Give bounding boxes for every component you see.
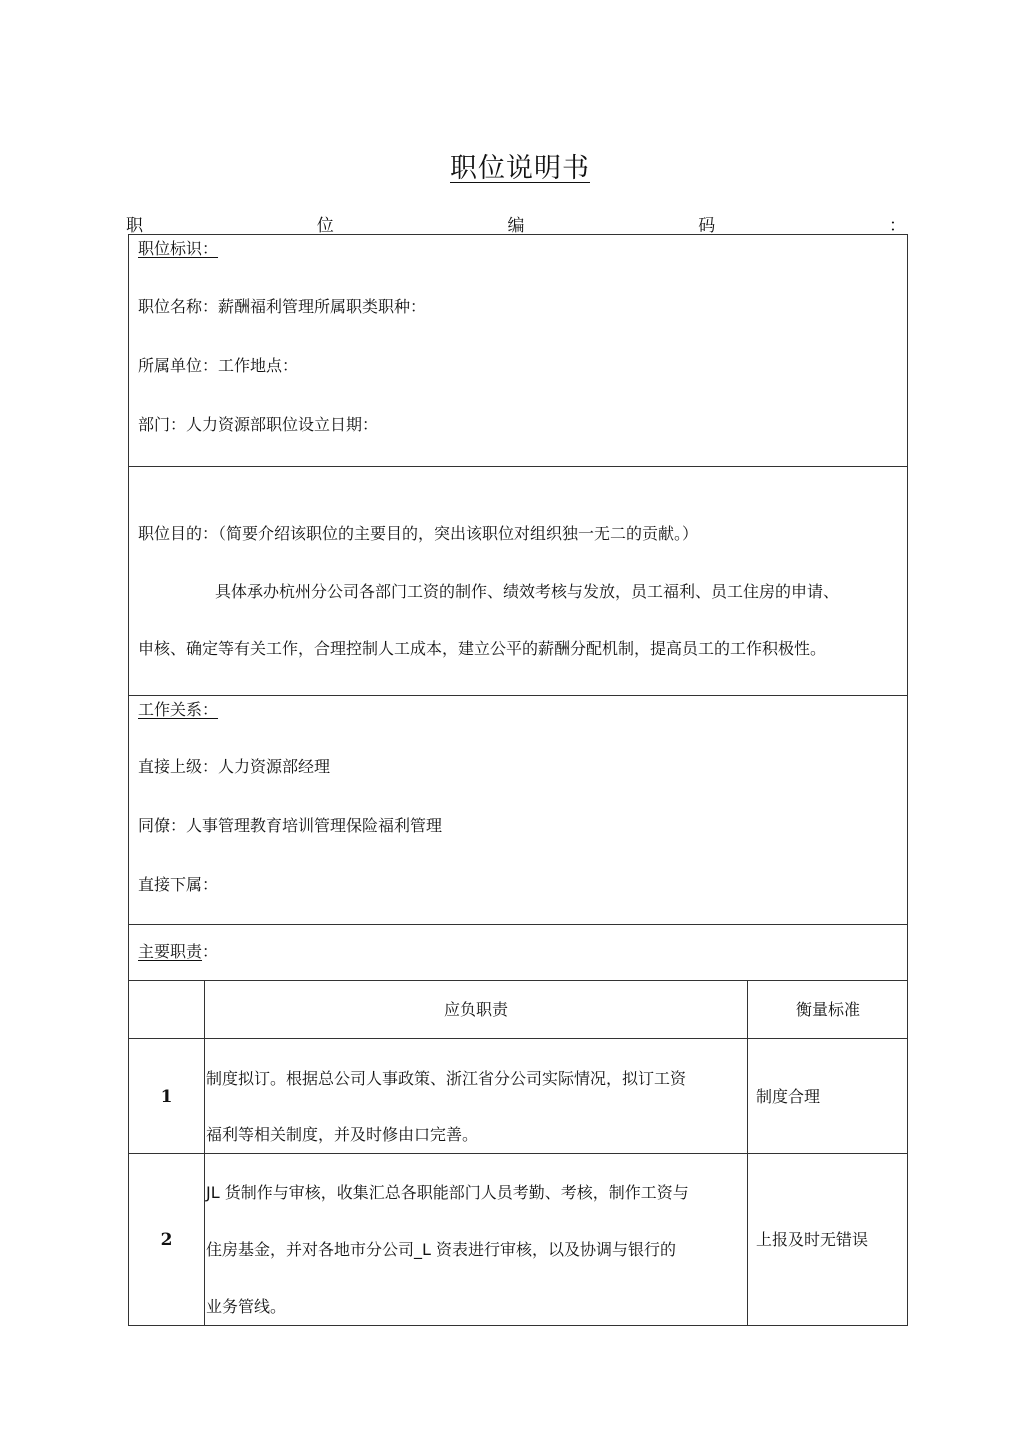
code-char: ： xyxy=(889,216,906,236)
divider xyxy=(129,1038,907,1039)
identity-heading: 职位标识： xyxy=(138,239,219,258)
divider xyxy=(129,980,907,981)
direct-subordinate-line: 直接下属： xyxy=(138,875,219,894)
duties-heading: 主要职责： xyxy=(138,942,219,961)
duty-text-line: JL 货制作与审核，收集汇总各职能部门人员考勤、考核，制作工资与 xyxy=(206,1183,689,1202)
measure-text: 上报及时无错误 xyxy=(756,1230,869,1249)
purpose-heading: 职位目的：（简要介绍该职位的主要目的，突出该职位对组织独一无二的贡献。） xyxy=(138,524,699,543)
position-code-row xyxy=(126,211,906,235)
code-char: 编 xyxy=(507,216,525,236)
relations-heading: 工作关系： xyxy=(138,700,219,719)
duty-text-line: 业务管线。 xyxy=(206,1297,287,1316)
code-char: 职 xyxy=(126,216,143,236)
measure-column-header: 衡量标准 xyxy=(795,1000,860,1019)
row-number: 1 xyxy=(160,1087,173,1107)
duty-text-line: 住房基金，并对各地市分公司_L 资表进行审核，以及协调与银行的 xyxy=(206,1240,677,1259)
measure-text: 制度合理 xyxy=(756,1087,821,1106)
purpose-text-line-1: 具体承办杭州分公司各部门工资的制作、绩效考核与发放，员工福利、员工住房的申请、 xyxy=(215,582,840,601)
job-description-table xyxy=(128,234,908,1326)
department-line: 部门：人力资源部职位设立日期： xyxy=(138,415,379,434)
peers-line: 同僚：人事管理教育培训管理保险福利管理 xyxy=(138,816,443,835)
code-char: 位 xyxy=(316,216,334,236)
divider xyxy=(129,466,907,467)
code-char: 码 xyxy=(698,216,716,236)
divider xyxy=(129,1153,907,1154)
row-number: 2 xyxy=(160,1230,173,1250)
duty-text-line: 福利等相关制度，并及时修由口完善。 xyxy=(206,1125,479,1144)
document-title: 职位说明书 xyxy=(450,153,590,184)
direct-superior-line: 直接上级：人力资源部经理 xyxy=(138,757,331,776)
divider xyxy=(129,695,907,696)
divider xyxy=(129,924,907,925)
purpose-text-line-2: 申核、确定等有关工作，合理控制人工成本，建立公平的薪酬分配机制，提高员工的工作积极性。 xyxy=(138,639,827,658)
duty-text-line: 制度拟订。根据总公司人事政策、浙江省分公司实际情况，拟订工资 xyxy=(206,1069,687,1088)
duty-column-header: 应负职责 xyxy=(443,1000,508,1019)
position-name-line: 职位名称：薪酬福利管理所属职类职种： xyxy=(138,297,427,316)
unit-location-line: 所属单位：工作地点： xyxy=(138,356,299,375)
